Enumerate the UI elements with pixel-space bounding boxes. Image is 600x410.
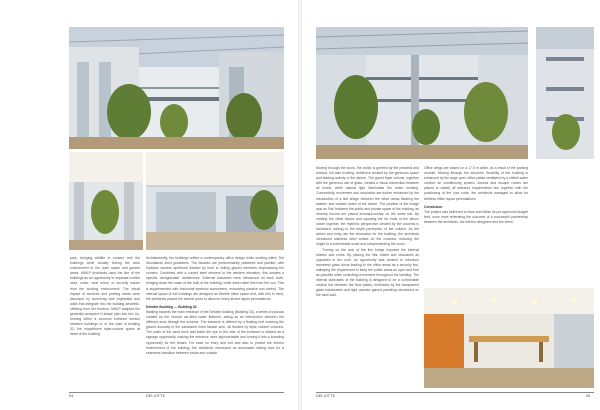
running-head: DELOITTE — [146, 394, 166, 398]
page-number: 95 — [586, 394, 591, 398]
atrium-photo-left — [69, 27, 284, 149]
section-heading: Deloitte Building — Building 33 — [146, 304, 197, 309]
page-number: 94 — [69, 394, 74, 398]
right-page — [302, 0, 600, 410]
left-col2-text — [146, 256, 284, 391]
paragraph: Architecturally, the buildings reflect a contemporary office design while working within The Woodlands strict guidelines. The facades are predominantly plastered and painted, with rhythmic window apertures flanked by front to ceiling glazed elements emphasising the corners. Combined with a curved steel element to the western elevation, this creates a specific 'recognisable' architecture. External balconies were introduced on each level, bringing down the scale of the bulk of the building, while sheer steel fins from the sun. This is supplemented with horizontal eyebrow sunscreens, enhancing passive sun control. The internal layout of the buildings are designed as flexible office space and, with this in mind, the architects placed the central cores to allow for many tenant layout permutations. — [146, 256, 284, 301]
paragraph: Walking towards the main entrance of the Deloitte building (Building 33), a series of piazzas created by the circular car-filled water features, acting as an intersection between the different axes through the scheme. The entrance is defined by a floating roof covering the glazed doorway in the sandstone lined facade arch, all flanked by triple volume columns. The scale of the sand brick wall leads the eye to the side of the entrance is utilised as a signage opportunity, making the entrance more approachable and turning it into a branding opportunity for the tenant. For ease on entry and exit and also to protect the interior environment of the building, the architects introduced an automated sliding door for a seamless transition between inside and outside. — [146, 309, 284, 355]
paragraph: Office wings are based on a 17.5 m width, as a result of the parking module. Moving through the structure, flexibility of the building is enhanced by the large open office plates ventilated by a chilled water comfort air conditioning system. Access and escape routes are placed to satisfy all statutory requirements but, together with the positioning of the core node, the architects managed to allow for limitless office layout permutations. — [424, 166, 528, 201]
left-col1-text — [70, 256, 140, 386]
section-heading: Conclusion — [424, 204, 443, 209]
right-col1-text — [316, 166, 419, 388]
atrium-interior-photo — [69, 152, 143, 250]
reception-photo — [146, 152, 284, 250]
paragraph: park, bringing wildlife in contact with the buildings while visually linking the work environment to the open space and garden areas. MMLP Architects used the line of the buildings as an opportunity to separate conflict uses, noise, heat mirror or security issues from the working environment. The visual impact of services and parking areas were disclosed by screening with vegetation and walls that integrate into the building aesthetic. Utilising from her function, MMLP adapted the generally accepted H-shape plan into two Us, forming either a common entrance terrace between buildings or, in the case of building 33, the magnificent triple-volume space at heart of the building. — [70, 256, 140, 337]
paragraph: Turning on the axis of the link bridge exposes the internal lobbies and cores. By placing the lifts, toilets and staircases as opposites in the core, an opportunity was created to introduce frameless glass doors leading to the office areas as a security line, satisfying the requirement to keep the public areas as open and free as possible while controlling movement throughout the building. The internal staircases of the building is designed to be a comfortable vertical link between the floor plates, embraced by the transparent glass balustrades and light washed glazed panelling introduced on the back wall. — [316, 247, 419, 298]
running-head: DELOITTE — [316, 394, 336, 398]
staircase-photo — [536, 27, 594, 159]
footer-rule — [316, 392, 594, 393]
paragraph: Moving through the doors, the visitor is greeted by the peaceful and relaxed, but also exciting, ambience created by the generous space and leading activity of the atrium. The grand triple volume, together with the generous use of glass, creates a visual connection between all levels, while natural light illuminates the entire building. Connectivity, movement and circulation are further enhanced by the introduction of a link bridge between the office areas flanking the eastern and western sides of the atrium. The position of the bridge acts as 'link' between the public and private space of the building, as security booms are placed inconspicuously on the same link. By rotating the office blocks and squaring the far ends of the atrium closer together, the rhythmic perspective created by the columns is increased, adding to the depth perception of the volume. As the atrium and entry are the showcase for the building, the architects introduced stainless steel collars on the columns, reducing the height to a comfortable scale and complementing the cores. — [316, 166, 419, 247]
right-col2-text — [424, 166, 528, 256]
cafeteria-photo — [424, 288, 594, 388]
atrium-photo-right — [316, 27, 528, 159]
left-page — [0, 0, 298, 410]
paragraph: The project was delivered on time and within its pre-approved budget limit, once more reiterating the outcome of a successful partnership between the architects, the interior designers and the client. — [424, 209, 528, 224]
footer-rule — [69, 392, 284, 393]
